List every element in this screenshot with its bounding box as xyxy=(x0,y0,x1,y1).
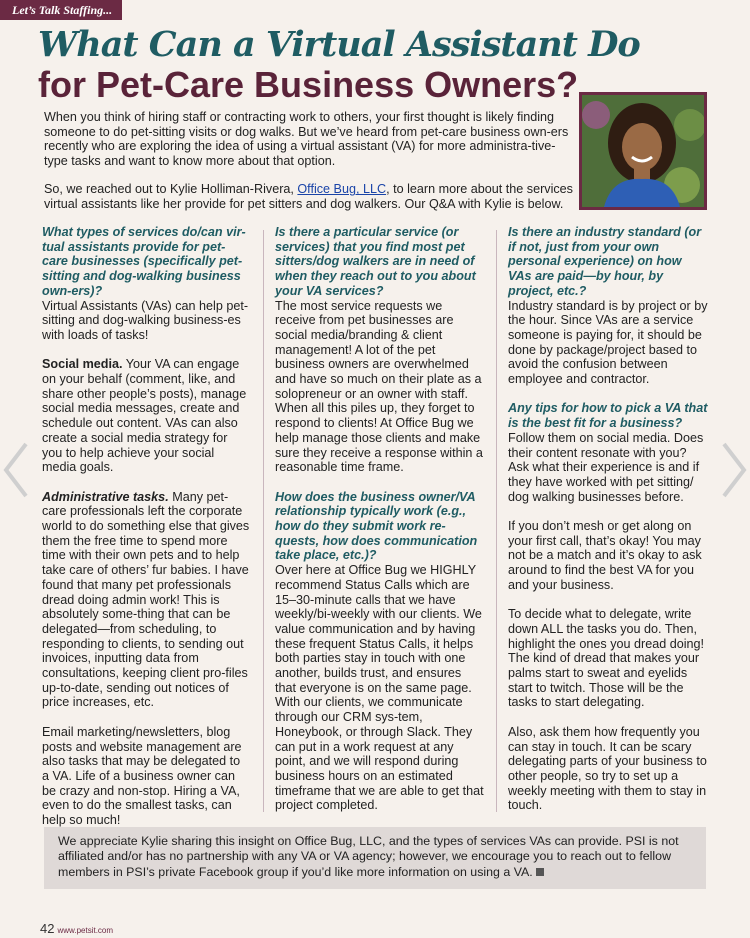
column-1 xyxy=(42,225,250,842)
answer-text: Over here at Office Bug we HIGHLY recommend Status Calls which are 15–30-minute calls that we have weekly/bi-weekly with our clients. We value communication and by having these frequent Status Calls, it helps both parties stay in touch with one another, builds trust, and ensures that everyone is on the same page. With our clients, we communicate through our CRM sys-tem, Honeybook, or through Slack. They can put in a work request at any point, and we will respond during business hours on an estimated timeframe that we are able to get that project completed. xyxy=(275,563,484,813)
answer-text: Also, ask them how frequently you can stay in touch. It can be scary delegating parts of your business to other people, so try to set up a weekly meeting with them to stay in touch. xyxy=(508,724,707,813)
answer-text: The most service requests we receive from pet businesses are social media/branding & client management! A lot of the pet business owners are overwhelmed and have so much on their plate as a solopreneur or an owner with staff. When all this piles up, they forget to respond to clients! At Office Bug we help manage those clients and make sure they receive a response within a reasonable time frame. xyxy=(275,298,483,475)
section-badge: Let’s Talk Staffing... xyxy=(0,0,122,20)
intro xyxy=(44,110,574,226)
question-heading: Any tips for how to pick a VA that is the best fit for a business? xyxy=(508,401,708,431)
answer-text: If you don’t mesh or get along on your first call, that’s okay! You may not be a match and it’s okay to ask around to find the best VA for you and your business. xyxy=(508,519,702,592)
answer-text: Email marketing/newsletters, blog posts and website management are also tasks that may be delegated to a VA. Life of a business owner can be crazy and non-stop. Hiring a VA, even to do the smallest tasks, can help so much! xyxy=(42,724,242,828)
disclaimer-box xyxy=(44,827,706,889)
question-heading: How does the business owner/VA relationship typically work (e.g., how do they submit work re-quests, how does communication take place, etc.)? xyxy=(275,489,478,563)
page-subtitle: for Pet-Care Business Owners? xyxy=(38,64,579,105)
page-footer xyxy=(40,921,113,936)
disclaimer-text: We appreciate Kylie sharing this insight on Office Bug, LLC, and the types of services VAs can provide. PSI is not affiliated and/or has no partnership with any VA or VA agency; however, we encourage you to reach out to fellow members in PSI’s private Facebook group if you’d like more information on using a VA. xyxy=(58,834,679,879)
question-heading: Is there a particular service (or services) that you find most pet sitters/dog walkers are in need of when they reach out to you about your VA services? xyxy=(275,225,476,298)
intro-paragraph: So, we reached out to Kylie Holliman-Rivera, Office Bug, LLC, to learn more about the services virtual assistants like her provide for pet sitters and dog walkers. Our Q&A with Kylie is below. xyxy=(44,182,573,211)
page-number: 42 xyxy=(40,921,55,936)
end-mark-icon xyxy=(536,868,544,876)
previous-page-arrow-icon[interactable] xyxy=(2,440,30,500)
question-heading: Is there an industry standard (or if not, just from your own personal experience) on how VAs are paid—by hour, by project, etc.? xyxy=(508,225,702,298)
next-page-arrow-icon[interactable] xyxy=(720,440,748,500)
author-photo xyxy=(579,92,707,210)
answer-text: To decide what to delegate, write down ALL the tasks you do. Then, highlight the ones you dread doing! The kind of dread that makes your palms start to sweat and eyelids start to twitch. Those will be the tasks to start delegating. xyxy=(508,607,705,710)
column-divider xyxy=(496,230,497,812)
column-divider xyxy=(263,230,264,812)
column-3 xyxy=(508,225,708,828)
answer-text: Virtual Assistants (VAs) can help pet-sitting and dog-walking business-es with loads of tasks! xyxy=(42,298,249,342)
answer-text: Industry standard is by project or by the hour. Since VAs are a service someone is paying for, it should be done by package/project based to avoid the confusion between employee and contractor. xyxy=(508,298,708,387)
office-bug-link[interactable]: Office Bug, LLC xyxy=(297,182,387,197)
column-2 xyxy=(275,225,485,828)
answer-text: Follow them on social media. Does their content resonate with you? Ask what their experience is and if they have worked with pet sitting/ dog walking businesses before. xyxy=(508,430,704,504)
question-heading: What types of services do/can vir-tual assistants provide for pet-care businesses (specifically pet-sitting and dog-walking business own-ers)? xyxy=(42,225,246,298)
page-title: What Can a Virtual Assistant Do xyxy=(38,24,640,65)
intro-paragraph: When you think of hiring staff or contracting work to others, your first thought is likely finding someone to do pet-sitting visits or dog walks. But we’ve heard from pet-care business own-ers recently who are exploring the idea of using a virtual assistant (VA) for more administra-tive-type tasks and want to know more about that option. xyxy=(44,110,569,168)
answer-text: Administrative tasks. Many pet-care professionals left the corporate world to do something else that gives them the free time to spend more time with their own pets and to help take care of others’ fur babies. I have found that many pet professionals dread doing admin work! This is absolutely some-thing that can be delegated—from scheduling, to responding to clients, to sending out invoices, inputting data from consultations, keeping client pro-files up-to-date, sending out notices of price increases, etc. xyxy=(42,489,250,710)
footer-url[interactable]: www.petsit.com xyxy=(57,926,114,935)
answer-text: Social media. Your VA can engage on your behalf (comment, like, and share other people’s posts), manage social media messages, create and schedule out content. VAs can also create a social media strategy for you to help achieve your social media goals. xyxy=(42,357,247,475)
